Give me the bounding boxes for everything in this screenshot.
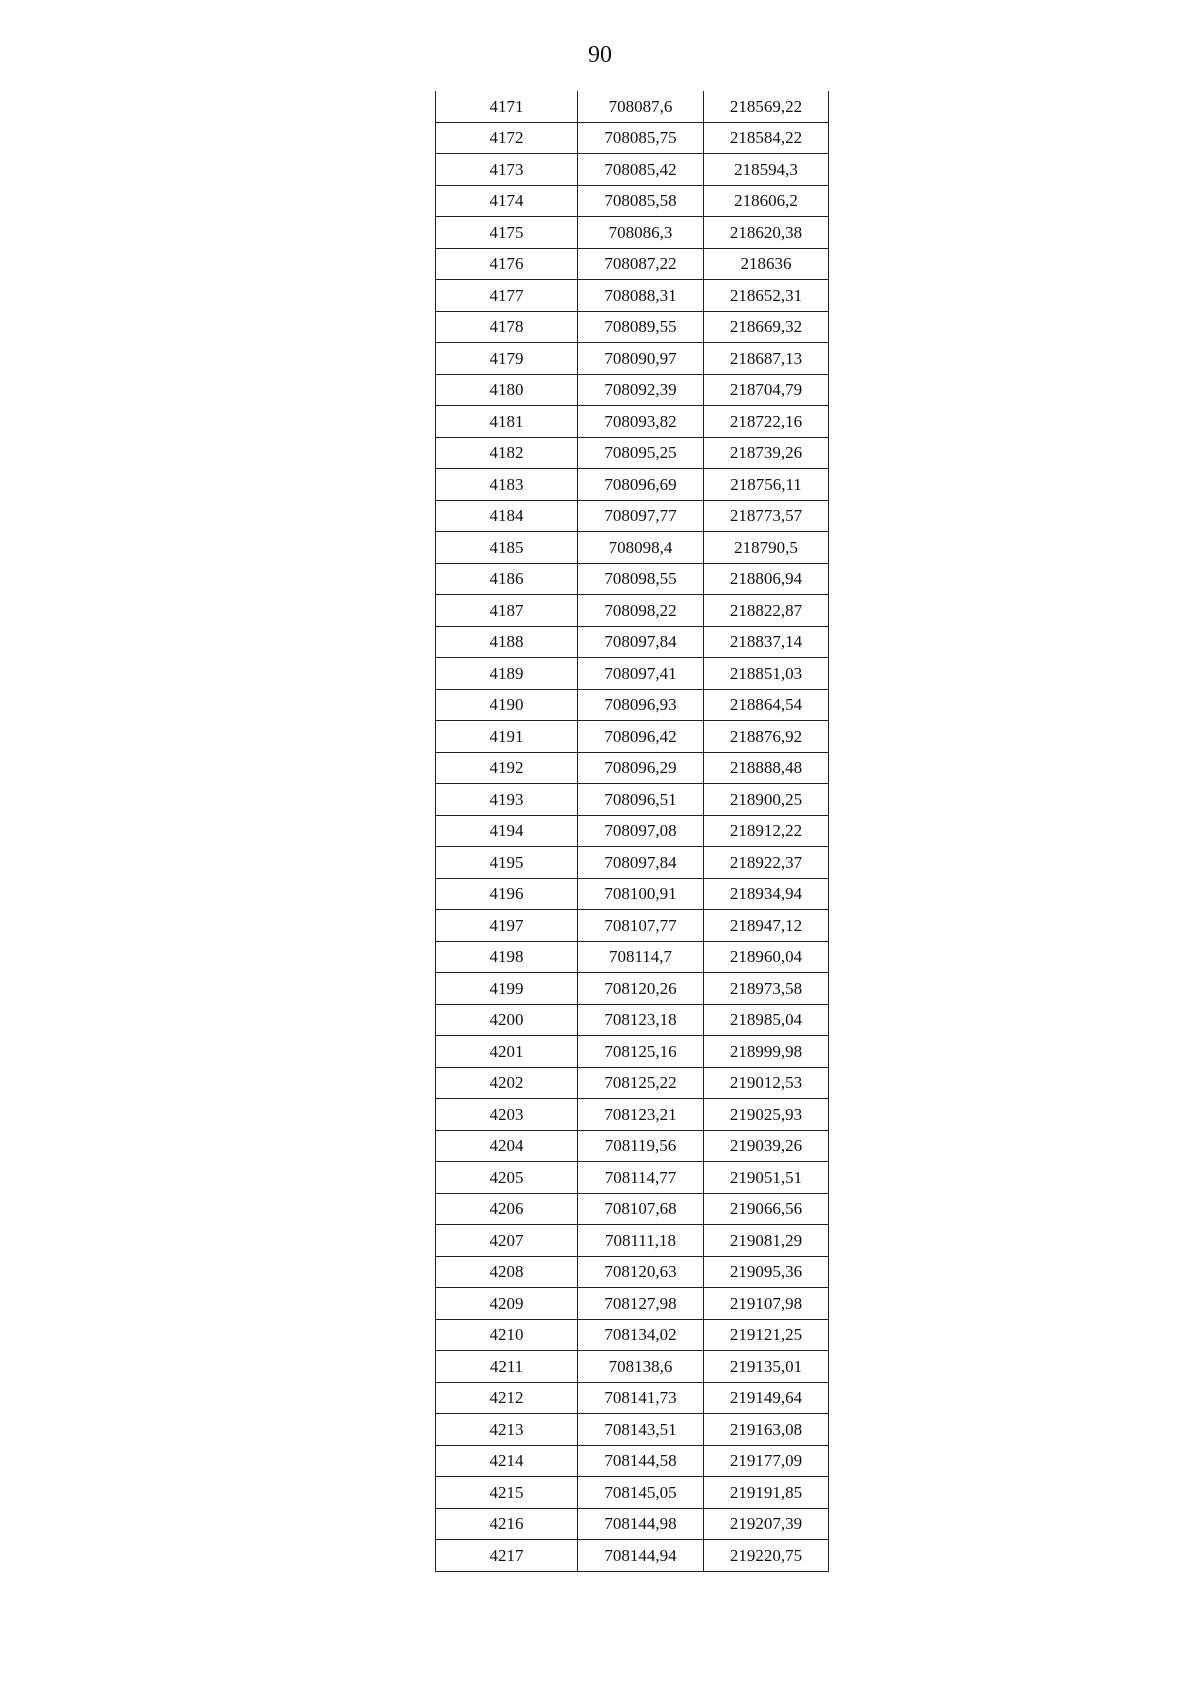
- point-number-cell: 4182: [436, 437, 578, 469]
- y-coordinate-cell: 218960,04: [704, 941, 829, 973]
- point-number-cell: 4180: [436, 374, 578, 406]
- y-coordinate-cell: 218912,22: [704, 815, 829, 847]
- y-coordinate-cell: 218837,14: [704, 626, 829, 658]
- point-number-cell: 4189: [436, 658, 578, 690]
- y-coordinate-cell: 219051,51: [704, 1162, 829, 1194]
- y-coordinate-cell: 219149,64: [704, 1382, 829, 1414]
- y-coordinate-cell: 219207,39: [704, 1508, 829, 1540]
- y-coordinate-cell: 218806,94: [704, 563, 829, 595]
- x-coordinate-cell: 708119,56: [578, 1130, 704, 1162]
- y-coordinate-cell: 219039,26: [704, 1130, 829, 1162]
- table-row: [436, 374, 829, 406]
- point-number-cell: 4185: [436, 532, 578, 564]
- point-number-cell: 4192: [436, 752, 578, 784]
- table-row: [436, 1477, 829, 1509]
- point-number-cell: 4194: [436, 815, 578, 847]
- x-coordinate-cell: 708096,42: [578, 721, 704, 753]
- coordinates-table: [435, 91, 829, 1572]
- table-row: [436, 689, 829, 721]
- point-number-cell: 4187: [436, 595, 578, 627]
- x-coordinate-cell: 708098,55: [578, 563, 704, 595]
- y-coordinate-cell: 219095,36: [704, 1256, 829, 1288]
- x-coordinate-cell: 708120,26: [578, 973, 704, 1005]
- x-coordinate-cell: 708085,42: [578, 154, 704, 186]
- point-number-cell: 4195: [436, 847, 578, 879]
- y-coordinate-cell: 218851,03: [704, 658, 829, 690]
- point-number-cell: 4217: [436, 1540, 578, 1572]
- table-row: [436, 1288, 829, 1320]
- point-number-cell: 4213: [436, 1414, 578, 1446]
- y-coordinate-cell: 218934,94: [704, 878, 829, 910]
- table-row: [436, 1162, 829, 1194]
- y-coordinate-cell: 218900,25: [704, 784, 829, 816]
- y-coordinate-cell: 218922,37: [704, 847, 829, 879]
- y-coordinate-cell: 218722,16: [704, 406, 829, 438]
- x-coordinate-cell: 708120,63: [578, 1256, 704, 1288]
- point-number-cell: 4200: [436, 1004, 578, 1036]
- coordinates-table-body: [436, 91, 829, 1571]
- y-coordinate-cell: 218594,3: [704, 154, 829, 186]
- point-number-cell: 4204: [436, 1130, 578, 1162]
- point-number-cell: 4208: [436, 1256, 578, 1288]
- table-row: [436, 1508, 829, 1540]
- point-number-cell: 4206: [436, 1193, 578, 1225]
- x-coordinate-cell: 708097,84: [578, 626, 704, 658]
- x-coordinate-cell: 708098,4: [578, 532, 704, 564]
- y-coordinate-cell: 218888,48: [704, 752, 829, 784]
- y-coordinate-cell: 218606,2: [704, 185, 829, 217]
- y-coordinate-cell: 219025,93: [704, 1099, 829, 1131]
- x-coordinate-cell: 708134,02: [578, 1319, 704, 1351]
- x-coordinate-cell: 708087,6: [578, 91, 704, 122]
- y-coordinate-cell: 218985,04: [704, 1004, 829, 1036]
- y-coordinate-cell: 219107,98: [704, 1288, 829, 1320]
- table-row: [436, 437, 829, 469]
- x-coordinate-cell: 708093,82: [578, 406, 704, 438]
- point-number-cell: 4198: [436, 941, 578, 973]
- table-row: [436, 280, 829, 312]
- y-coordinate-cell: 218739,26: [704, 437, 829, 469]
- table-row: [436, 532, 829, 564]
- y-coordinate-cell: 219191,85: [704, 1477, 829, 1509]
- point-number-cell: 4193: [436, 784, 578, 816]
- table-row: [436, 311, 829, 343]
- table-row: [436, 1382, 829, 1414]
- point-number-cell: 4178: [436, 311, 578, 343]
- x-coordinate-cell: 708144,58: [578, 1445, 704, 1477]
- y-coordinate-cell: 218620,38: [704, 217, 829, 249]
- x-coordinate-cell: 708127,98: [578, 1288, 704, 1320]
- x-coordinate-cell: 708143,51: [578, 1414, 704, 1446]
- point-number-cell: 4214: [436, 1445, 578, 1477]
- y-coordinate-cell: 218636: [704, 248, 829, 280]
- table-row: [436, 595, 829, 627]
- table-row: [436, 1099, 829, 1131]
- point-number-cell: 4172: [436, 122, 578, 154]
- table-row: [436, 1540, 829, 1572]
- x-coordinate-cell: 708096,51: [578, 784, 704, 816]
- point-number-cell: 4177: [436, 280, 578, 312]
- point-number-cell: 4173: [436, 154, 578, 186]
- point-number-cell: 4212: [436, 1382, 578, 1414]
- x-coordinate-cell: 708095,25: [578, 437, 704, 469]
- point-number-cell: 4191: [436, 721, 578, 753]
- table-row: [436, 1193, 829, 1225]
- table-row: [436, 500, 829, 532]
- table-row: [436, 1256, 829, 1288]
- x-coordinate-cell: 708088,31: [578, 280, 704, 312]
- x-coordinate-cell: 708097,08: [578, 815, 704, 847]
- point-number-cell: 4210: [436, 1319, 578, 1351]
- table-row: [436, 1130, 829, 1162]
- x-coordinate-cell: 708092,39: [578, 374, 704, 406]
- y-coordinate-cell: 218687,13: [704, 343, 829, 375]
- x-coordinate-cell: 708107,77: [578, 910, 704, 942]
- table-row: [436, 815, 829, 847]
- x-coordinate-cell: 708096,93: [578, 689, 704, 721]
- table-row: [436, 248, 829, 280]
- x-coordinate-cell: 708141,73: [578, 1382, 704, 1414]
- point-number-cell: 4179: [436, 343, 578, 375]
- table-row: [436, 1445, 829, 1477]
- y-coordinate-cell: 218973,58: [704, 973, 829, 1005]
- table-row: [436, 1036, 829, 1068]
- point-number-cell: 4202: [436, 1067, 578, 1099]
- point-number-cell: 4197: [436, 910, 578, 942]
- x-coordinate-cell: 708096,29: [578, 752, 704, 784]
- y-coordinate-cell: 218773,57: [704, 500, 829, 532]
- y-coordinate-cell: 218652,31: [704, 280, 829, 312]
- x-coordinate-cell: 708097,84: [578, 847, 704, 879]
- table-row: [436, 658, 829, 690]
- x-coordinate-cell: 708114,77: [578, 1162, 704, 1194]
- y-coordinate-cell: 218947,12: [704, 910, 829, 942]
- point-number-cell: 4171: [436, 91, 578, 122]
- table-row: [436, 122, 829, 154]
- y-coordinate-cell: 218756,11: [704, 469, 829, 501]
- y-coordinate-cell: 219012,53: [704, 1067, 829, 1099]
- table-row: [436, 784, 829, 816]
- point-number-cell: 4186: [436, 563, 578, 595]
- point-number-cell: 4201: [436, 1036, 578, 1068]
- x-coordinate-cell: 708087,22: [578, 248, 704, 280]
- y-coordinate-cell: 219066,56: [704, 1193, 829, 1225]
- x-coordinate-cell: 708123,18: [578, 1004, 704, 1036]
- table-row: [436, 721, 829, 753]
- y-coordinate-cell: 219081,29: [704, 1225, 829, 1257]
- point-number-cell: 4211: [436, 1351, 578, 1383]
- table-row: [436, 406, 829, 438]
- y-coordinate-cell: 218704,79: [704, 374, 829, 406]
- table-row: [436, 752, 829, 784]
- point-number-cell: 4175: [436, 217, 578, 249]
- page-number: 90: [588, 42, 612, 68]
- point-number-cell: 4203: [436, 1099, 578, 1131]
- y-coordinate-cell: 218864,54: [704, 689, 829, 721]
- table-row: [436, 1414, 829, 1446]
- table-row: [436, 1225, 829, 1257]
- x-coordinate-cell: 708096,69: [578, 469, 704, 501]
- point-number-cell: 4216: [436, 1508, 578, 1540]
- x-coordinate-cell: 708144,98: [578, 1508, 704, 1540]
- table-row: [436, 1067, 829, 1099]
- point-number-cell: 4215: [436, 1477, 578, 1509]
- point-number-cell: 4207: [436, 1225, 578, 1257]
- x-coordinate-cell: 708114,7: [578, 941, 704, 973]
- y-coordinate-cell: 219121,25: [704, 1319, 829, 1351]
- x-coordinate-cell: 708123,21: [578, 1099, 704, 1131]
- table-row: [436, 878, 829, 910]
- x-coordinate-cell: 708144,94: [578, 1540, 704, 1572]
- point-number-cell: 4183: [436, 469, 578, 501]
- y-coordinate-cell: 218669,32: [704, 311, 829, 343]
- table-row: [436, 1351, 829, 1383]
- x-coordinate-cell: 708085,75: [578, 122, 704, 154]
- x-coordinate-cell: 708097,77: [578, 500, 704, 532]
- table-row: [436, 941, 829, 973]
- y-coordinate-cell: 218790,5: [704, 532, 829, 564]
- table-row: [436, 1004, 829, 1036]
- table-row: [436, 847, 829, 879]
- y-coordinate-cell: 218822,87: [704, 595, 829, 627]
- x-coordinate-cell: 708107,68: [578, 1193, 704, 1225]
- table-row: [436, 469, 829, 501]
- table-row: [436, 626, 829, 658]
- table-row: [436, 563, 829, 595]
- point-number-cell: 4184: [436, 500, 578, 532]
- table-row: [436, 185, 829, 217]
- x-coordinate-cell: 708097,41: [578, 658, 704, 690]
- y-coordinate-cell: 219135,01: [704, 1351, 829, 1383]
- x-coordinate-cell: 708098,22: [578, 595, 704, 627]
- y-coordinate-cell: 218999,98: [704, 1036, 829, 1068]
- x-coordinate-cell: 708111,18: [578, 1225, 704, 1257]
- x-coordinate-cell: 708100,91: [578, 878, 704, 910]
- y-coordinate-cell: 219177,09: [704, 1445, 829, 1477]
- x-coordinate-cell: 708125,22: [578, 1067, 704, 1099]
- y-coordinate-cell: 218584,22: [704, 122, 829, 154]
- x-coordinate-cell: 708138,6: [578, 1351, 704, 1383]
- table-row: [436, 343, 829, 375]
- point-number-cell: 4209: [436, 1288, 578, 1320]
- table-row: [436, 973, 829, 1005]
- y-coordinate-cell: 218876,92: [704, 721, 829, 753]
- point-number-cell: 4176: [436, 248, 578, 280]
- point-number-cell: 4174: [436, 185, 578, 217]
- point-number-cell: 4196: [436, 878, 578, 910]
- point-number-cell: 4199: [436, 973, 578, 1005]
- y-coordinate-cell: 218569,22: [704, 91, 829, 122]
- y-coordinate-cell: 219163,08: [704, 1414, 829, 1446]
- point-number-cell: 4181: [436, 406, 578, 438]
- x-coordinate-cell: 708085,58: [578, 185, 704, 217]
- x-coordinate-cell: 708089,55: [578, 311, 704, 343]
- point-number-cell: 4205: [436, 1162, 578, 1194]
- point-number-cell: 4190: [436, 689, 578, 721]
- x-coordinate-cell: 708145,05: [578, 1477, 704, 1509]
- table-row: [436, 91, 829, 122]
- table-row: [436, 217, 829, 249]
- y-coordinate-cell: 219220,75: [704, 1540, 829, 1572]
- table-row: [436, 910, 829, 942]
- point-number-cell: 4188: [436, 626, 578, 658]
- x-coordinate-cell: 708090,97: [578, 343, 704, 375]
- x-coordinate-cell: 708125,16: [578, 1036, 704, 1068]
- table-row: [436, 1319, 829, 1351]
- table-row: [436, 154, 829, 186]
- x-coordinate-cell: 708086,3: [578, 217, 704, 249]
